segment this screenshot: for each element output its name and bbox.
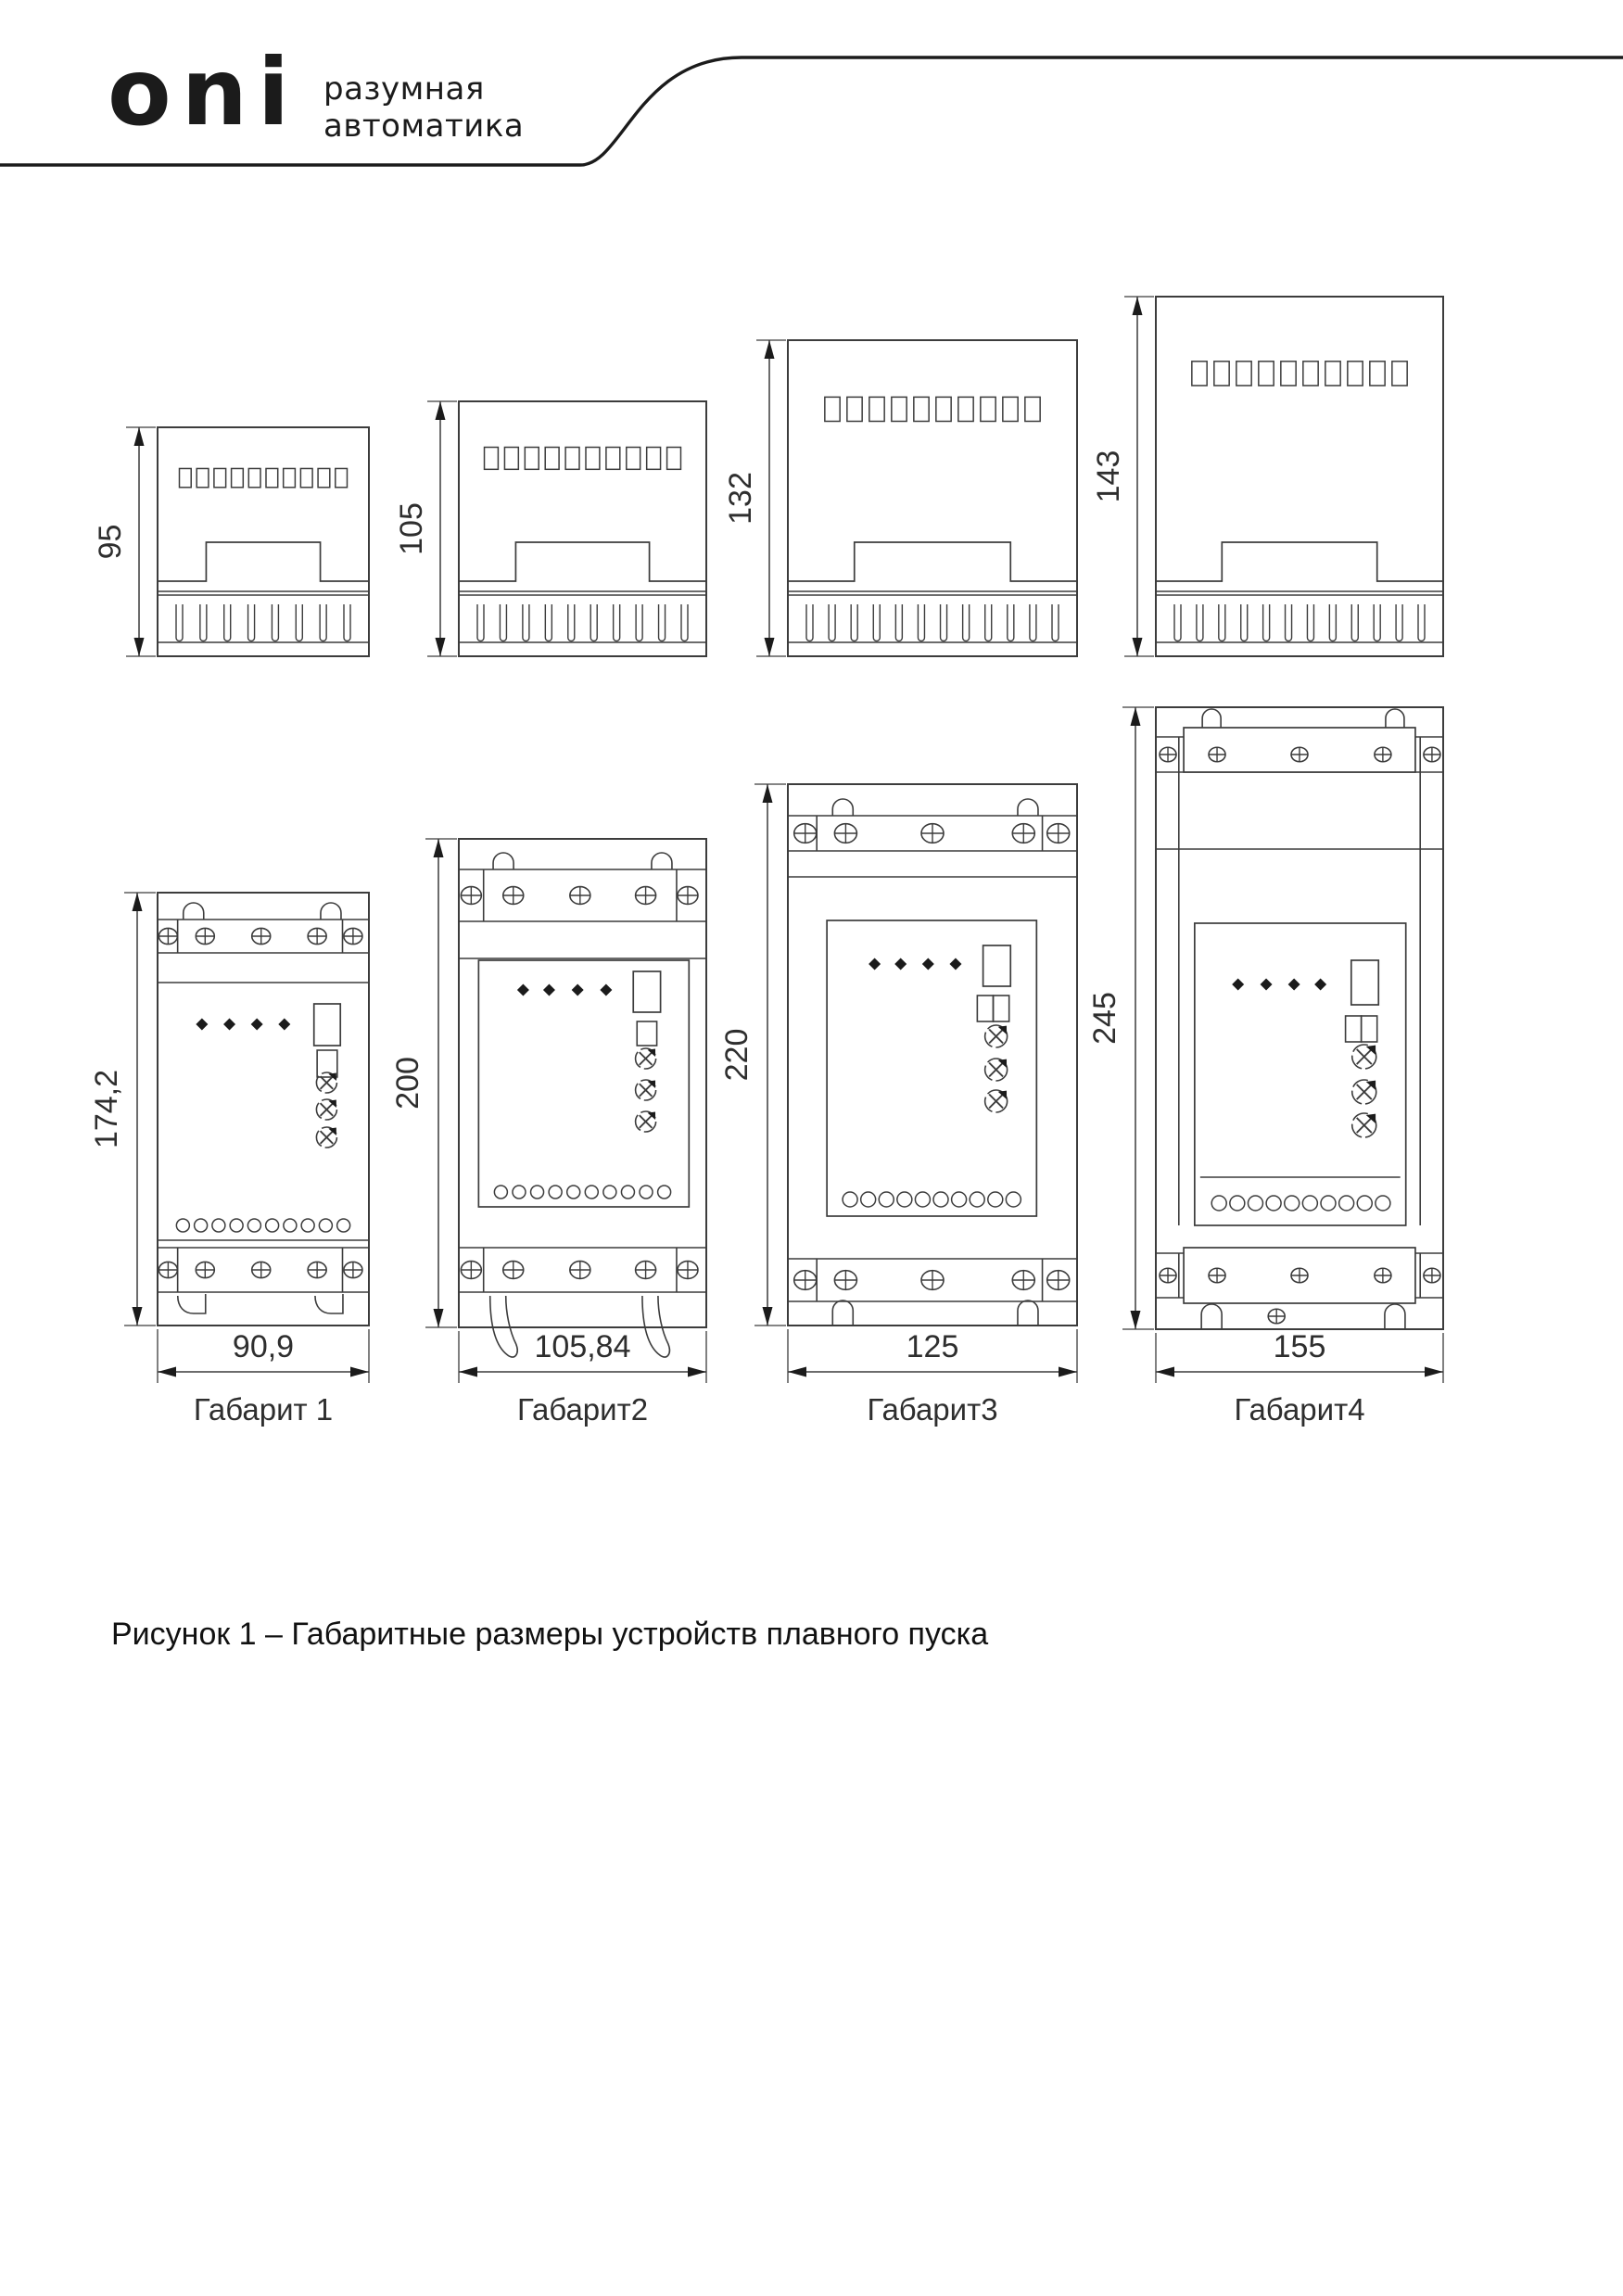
front-width-dim-label-4: 155 bbox=[1273, 1329, 1326, 1364]
gabarit-4-front-view bbox=[1087, 707, 1443, 1427]
gabarit-name-label-4: Габарит4 bbox=[1234, 1392, 1365, 1427]
side-height-dim-label-3: 132 bbox=[723, 472, 758, 525]
front-height-dim-label-3: 220 bbox=[719, 1028, 754, 1082]
front-height-dim-label-2: 200 bbox=[390, 1057, 425, 1110]
side-height-dim-label-2: 105 bbox=[394, 502, 429, 555]
tagline-line-1: разумная bbox=[323, 70, 485, 108]
gabarit-2-side-view bbox=[394, 401, 706, 656]
gabarit-1-side-view bbox=[93, 427, 369, 656]
tagline-line-2: автоматика bbox=[323, 108, 525, 145]
figure-caption: Рисунок 1 – Габаритные размеры устройств плавного пуска bbox=[111, 1617, 989, 1652]
logo-tagline bbox=[323, 70, 524, 145]
gabarit-name-label-2: Габарит2 bbox=[516, 1392, 649, 1427]
gabarit-name-label-1: Габарит 1 bbox=[193, 1392, 334, 1427]
gabarit-2-front-view bbox=[390, 839, 706, 1427]
side-height-dim-label-4: 143 bbox=[1091, 450, 1126, 503]
front-height-dim-label-4: 245 bbox=[1087, 992, 1122, 1045]
gabarit-4-side-view bbox=[1091, 297, 1443, 656]
oni-logo: oni bbox=[108, 38, 300, 146]
gabarit-3-side-view bbox=[723, 340, 1077, 656]
front-height-dim-label-1: 174,2 bbox=[89, 1069, 124, 1149]
gabarit-name-label-3: Габарит3 bbox=[867, 1392, 998, 1427]
front-width-dim-label-2: 105,84 bbox=[534, 1329, 631, 1364]
gabarit-3-front-view bbox=[719, 784, 1077, 1427]
front-width-dim-label-3: 125 bbox=[906, 1329, 959, 1364]
side-height-dim-label-1: 95 bbox=[93, 524, 128, 560]
gabarit-1-front-view bbox=[89, 893, 369, 1427]
front-width-dim-label-1: 90,9 bbox=[232, 1329, 295, 1364]
